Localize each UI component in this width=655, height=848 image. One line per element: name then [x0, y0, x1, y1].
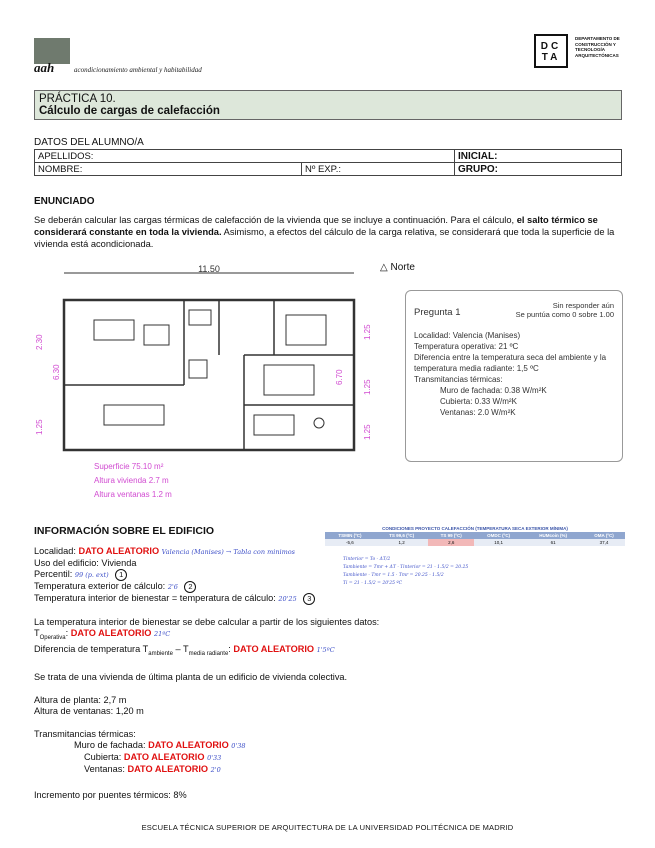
info-temp-ext-label: Temperatura exterior de cálculo:	[34, 581, 166, 591]
cond-cell: 37,4	[583, 539, 625, 546]
nombre-field[interactable]: NOMBRE:	[35, 163, 302, 176]
info-trans: Transmitancias térmicas:	[34, 728, 136, 739]
quiz-trans: Transmitancias térmicas:	[414, 375, 503, 384]
plan-outer-wall	[64, 300, 354, 450]
norte-label	[380, 262, 415, 273]
dato-aleatorio: DATO ALEATORIO	[233, 643, 315, 654]
info-percentil-label: Percentil:	[34, 569, 73, 579]
dim-right-bot: 1.25	[363, 424, 372, 440]
info-localidad-line	[34, 546, 379, 558]
info-top-line: $T_{Operativa}$: DATO ALEATORIO 21ºC	[34, 628, 171, 641]
dim-left-bot: 1.25	[35, 419, 44, 435]
aah-logo-subtitle: acondicionamiento ambiental y habitabilidad	[74, 66, 202, 74]
info-dif-line: Diferencia de temperatura $T_{ambiente} - T_{media radiante}$: DATO ALEATORIO 1'5ºC	[34, 643, 335, 657]
quiz-question-box	[405, 290, 623, 462]
cond-header: TS 99,6 (ºC)	[375, 532, 429, 539]
quiz-status	[516, 301, 614, 319]
circled-number: 3	[303, 593, 315, 605]
student-data-label: DATOS DEL ALUMNO/A	[34, 137, 144, 148]
info-localidad-label: Localidad:	[34, 546, 76, 556]
cond-header: HUMcoin (%)	[523, 532, 583, 539]
info-uso: Uso del edificio: Vivienda	[34, 558, 137, 568]
info-cubierta-line	[34, 752, 379, 764]
cond-header: OMA (ºC)	[583, 532, 625, 539]
quiz-status-line1: Sin responder aún	[552, 301, 614, 310]
cond-cell: -5,6	[325, 539, 375, 546]
t-op-sub: Operativa	[39, 634, 66, 641]
conditions-title: CONDICIONES PROYECTO CALEFACCIÓN (TEMPERATURA SECA EXTERIOR MÍNIMA)	[382, 526, 568, 531]
enunciado-p1: Se deberán calcular las cargas térmicas de calefacción de la vivienda que se incluye a continuación. Para el cálculo,	[34, 215, 515, 225]
quiz-ventanas: Ventanas: 2.0 W/m²K	[440, 408, 516, 417]
quiz-cubierta: Cubierta: 0.33 W/m²K	[440, 397, 517, 406]
inicial-field[interactable]: INICIAL:	[455, 150, 622, 163]
hw-cubierta: 0'33	[207, 753, 222, 762]
cond-cell: 1,2	[375, 539, 429, 546]
info-heading: INFORMACIÓN SOBRE EL EDIFICIO	[34, 525, 215, 537]
enunciado-text	[34, 214, 624, 250]
info-temp-ext-line	[34, 581, 379, 593]
practice-number: PRÁCTICA 10.	[39, 93, 116, 105]
t-op-label: T	[34, 628, 40, 638]
hw-dif: 1'5ºC	[316, 645, 335, 654]
student-form	[34, 149, 622, 176]
plan-superficie: Superficie 75.10 m²	[94, 462, 164, 471]
quiz-muro: Muro de fachada: 0.38 W/m²K	[440, 386, 547, 395]
dim-right-mid2: 1.25	[363, 379, 372, 395]
dim-left-mid: 6.30	[52, 364, 61, 380]
info-ventanas-line	[34, 764, 379, 776]
department-name: DEPARTAMENTO DE CONSTRUCCIÓN Y TECNOLOGÍA ARQUITECTÓNICAS	[575, 36, 620, 58]
cond-header: OMDC (ºC)	[474, 532, 523, 539]
norte-text: Norte	[390, 262, 415, 273]
info-temp-int-line	[34, 593, 379, 605]
aah-logo-text: aah	[34, 60, 55, 75]
hw-formula-1: Tinterior = To - ΔT/2	[343, 557, 391, 562]
hw-formula-2: Tambiente = Tmr + ΔT · Tinterior = 21 - 1.5/2 = 20.25	[343, 565, 469, 570]
dato-aleatorio: DATO ALEATORIO	[123, 751, 205, 762]
apellidos-field[interactable]: APELLIDOS:	[35, 150, 455, 163]
info-percentil-line	[34, 569, 379, 581]
enunciado-heading: ENUNCIADO	[34, 196, 95, 207]
plan-ventanas: Altura ventanas 1.2 m	[94, 490, 172, 499]
grupo-field[interactable]: GRUPO:	[455, 163, 622, 176]
practice-title: Cálculo de cargas de calefacción	[39, 105, 220, 117]
quiz-question-number: Pregunta 1	[414, 307, 461, 318]
dim-left-top: 2.30	[35, 334, 44, 350]
warning-triangle-icon: △	[380, 262, 388, 273]
enunciado-bold: el salto térmico se considerará constante en toda la vivienda.	[34, 215, 598, 237]
practice-title-box	[34, 90, 622, 120]
cubierta-label: Cubierta:	[84, 751, 122, 762]
hw-localidad: Valencia (Manises) → Tabla con minimos	[161, 548, 295, 556]
dato-aleatorio: DATO ALEATORIO	[70, 628, 152, 638]
dato-aleatorio: DATO ALEATORIO	[78, 546, 160, 556]
info-altura-planta: Altura de planta: 2,7 m	[34, 694, 127, 705]
info-temp-int-label: Temperatura interior de bienestar = temperatura de cálculo:	[34, 593, 276, 603]
circled-number: 2	[184, 581, 196, 593]
info-ultima: Se trata de una vivienda de última planta de un edificio de vivienda colectiva.	[34, 671, 348, 682]
plan-altura: Altura vivienda 2.7 m	[94, 476, 169, 485]
quiz-dif: Diferencia entre la temperatura seca del ambiente y la temperatura media radiante: 1,5 ºC	[414, 353, 607, 373]
dato-aleatorio: DATO ALEATORIO	[127, 763, 209, 774]
cond-header: TSMIN (ºC)	[325, 532, 375, 539]
quiz-temp: Temperatura operativa: 21 ºC	[414, 342, 519, 351]
dif-label: Diferencia de temperatura T	[34, 643, 149, 654]
cond-cell: 10,1	[474, 539, 523, 546]
floor-plan	[34, 265, 384, 510]
hw-formula-4: Ti = 21 - 1.5/2 = 20'25 ºC	[343, 581, 403, 586]
info-altura-vent: Altura de ventanas: 1,20 m	[34, 705, 144, 716]
hw-formula-3: Tambiente - Tmr = 1.5 · Tmr = 20.25 - 1.5/2	[343, 573, 444, 578]
quiz-status-line2: Se puntúa como 0 sobre 1.00	[515, 310, 614, 319]
dim-right-top: 1.25	[363, 324, 372, 340]
dato-aleatorio: DATO ALEATORIO	[148, 739, 229, 750]
hw-top: 21ºC	[153, 630, 171, 638]
hw-ventanas: 2'0	[210, 765, 221, 774]
info-incremento: Incremento por puentes térmicos: 8%	[34, 789, 187, 800]
dif-mid: – T	[172, 643, 189, 654]
dcta-logo: DC TA	[534, 34, 568, 68]
muro-label: Muro de fachada:	[74, 739, 146, 750]
hw-temp-ext: 2'6	[167, 583, 178, 591]
ventanas-label: Ventanas:	[84, 763, 125, 774]
dif-sub2: media radiante	[188, 650, 229, 657]
hw-muro: 0'38	[231, 741, 246, 750]
footer: ESCUELA TÉCNICA SUPERIOR DE ARQUITECTURA DE LA UNIVERSIDAD POLITÉCNICA DE MADRID	[141, 823, 514, 832]
nexp-field[interactable]: Nº EXP.:	[302, 163, 455, 176]
info-muro-line	[34, 740, 379, 752]
cond-cell: 61	[523, 539, 583, 546]
cond-cell-highlighted: 2,6	[428, 539, 474, 546]
circled-number: 1	[115, 569, 127, 581]
dif-sub1: ambiente	[148, 650, 173, 657]
cond-header: TS 99 (ºC)	[428, 532, 474, 539]
info-int-text: La temperatura interior de bienestar se debe calcular a partir de los siguientes datos:	[34, 617, 380, 627]
quiz-localidad: Localidad: Valencia (Manises)	[414, 331, 521, 340]
hw-temp-int: 20'25	[278, 595, 297, 603]
dim-right-mid: 6.70	[335, 369, 344, 385]
info-body	[34, 546, 379, 801]
plan-width: 11.50	[198, 265, 220, 274]
enunciado-p2: Asimismo, a efectos del cálculo de la carga relativa, se considerará que toda la superficie de la vivienda está acondicionada.	[34, 227, 615, 249]
hw-percentil: 99 (p. ext)	[74, 571, 109, 579]
